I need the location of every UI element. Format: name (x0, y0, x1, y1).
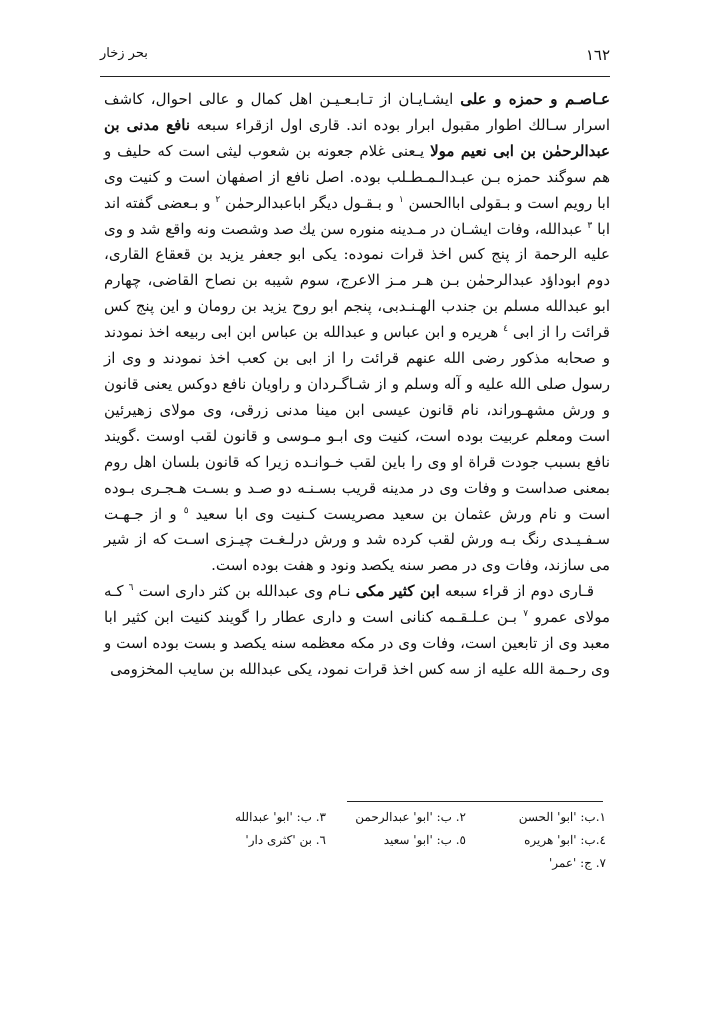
footnote-marker: ٧ (523, 609, 529, 620)
main-text (104, 87, 610, 683)
footnote-item: ٧. ج: 'عمر' (548, 856, 606, 870)
page-header (100, 44, 610, 70)
footnote-row (186, 852, 606, 875)
page-number: ١٦٢ (585, 46, 610, 64)
text-run: یـعنی غلام جعونه بن شعوب لیثی است که حلیف و هم سوگند حمزه بـن عبـدالـمـطـلب بوده. اصل نافع از اصفهان است و کنیت وی ابا رویم است و بـقولی اباالحسن (104, 141, 610, 212)
text-run: کـه مولای عمرو (104, 582, 610, 627)
footnote-item: ٤.ب: 'ابو' هریره (524, 833, 606, 847)
footnote-row (186, 829, 606, 852)
footnote-item: ٦. بن 'کثری دار' (245, 833, 326, 847)
footnote-divider (347, 801, 603, 802)
footnote-item: ٢. ب: 'ابو' عبدالرحمن (355, 810, 466, 824)
footnote-item: ٥. ب: 'ابو' سعید (383, 833, 466, 847)
bold-phrase: نافع مدنی بن عبدالرحمٰن بن ابی نعیم مولا (104, 115, 611, 160)
paragraph-ibn-kathir (104, 579, 610, 683)
paragraph-nafi (104, 87, 610, 579)
text-run: قـاری دوم از قراء سبعه (439, 582, 594, 601)
footnote-marker: ٤ (503, 324, 508, 335)
footnote-marker: ٢ (215, 194, 221, 205)
text-run: بـن عـلـقـمه کنانی است و داری عطار را گویند کنیت ابن کثیر ابا معبد وی از تابعین است، وفات وی در مکه معظمه سنه یکصد و بست بوده است و وی رحـمة الله علیه از سه کس اخذ قرات نمود، یکی عبدالله بن سایب المخزومی (104, 608, 610, 678)
bold-phrase: ابن کثیر مکی (355, 582, 440, 601)
footnote-item: ١.ب: 'ابو' الحسن (518, 810, 606, 824)
text-run: و بـقـول دیگر اباعبدالرحمٰن (220, 193, 399, 212)
footnote-marker: ٥ (183, 505, 189, 516)
text-run: و از جـهـت سـفـیـدی رنگ بـه ورش لقب کرده شد و ورش درلـغـت چیـزی اسـت که از شیر می سازند، وفات وی در مصر سنه یکصد ونود و هفت بوده است. (104, 504, 610, 575)
footnote-marker: ٦ (128, 583, 134, 594)
text-run: نـام وی عبدالله بن کثر داری است (133, 582, 356, 601)
footnote-item: ٣. ب: 'ابو' عبدالله (235, 810, 326, 824)
text-run: ایشـایـان از تـابـعـیـن اهل کمال و عالی احوال، کاشف اسرار سـالك اطوار مقبول ابرار بوده اند. قاری اول ازقراء سبعه (104, 90, 610, 134)
text-run: هریره و ابن عباس و عبدالله بن عباس ابن ابی ربیعه اخذ نمودند و صحابه مذکور رضی الله عنهم قرائت را از ابی بن کعب اخذ نمودند و وی از رسول صلی الله علیه و آله وسلم و از شـاگـردان و راویان نافع دوکس یعنی قانون و ورش مشهـوراند، نام قانون عیسی ابن مینا مدنی زرقی، وی مولای زهیرئین است ومعلم عربیت بوده است، کنیت وی ابـو مـوسی و قانون لقب اوست .گویند نافع بسبب جودت قراة او وی را باین لقب خـوانـده زیرا که قانون بلسان اهل روم بمعنی صداست و وفات وی در مدینه قریب بسـنـه دو صـد و بسـت هـجـری بـوده است و نام ورش عثمان بن سعید مصریست کـنیت وی ابا سعید (104, 323, 610, 523)
text-run: عبدالله، وفات ایشـان در مـدینه منوره سن یك صد وشصت ونه واقع شد و وی علیه الرحمة از پنج کس اخذ قرات نموده: یکی ابو جعفر یزید بن قعقاع القاری، دوم ابوداؤد عبدالرحمٰن بـن هـر مـز الاعرج، سوم شیبه بن نصاح القاضی، چهارم ابو عبدالله مسلم بن جندب الهـنـدبی، پنجم ابو روح یزید بن رومان و این پنج کس قرائت را از ابی (104, 219, 610, 342)
bold-phrase: عـاصـم و حمزه و علی (460, 90, 610, 108)
running-title: بحر زخار (100, 46, 148, 61)
footnote-marker: ٣ (587, 220, 593, 231)
text-run: و بـعضی گفته اند ابا (104, 193, 611, 238)
footnotes (186, 806, 606, 875)
header-divider (100, 76, 610, 77)
footnote-marker: ١ (398, 194, 404, 205)
footnote-row (186, 806, 606, 829)
